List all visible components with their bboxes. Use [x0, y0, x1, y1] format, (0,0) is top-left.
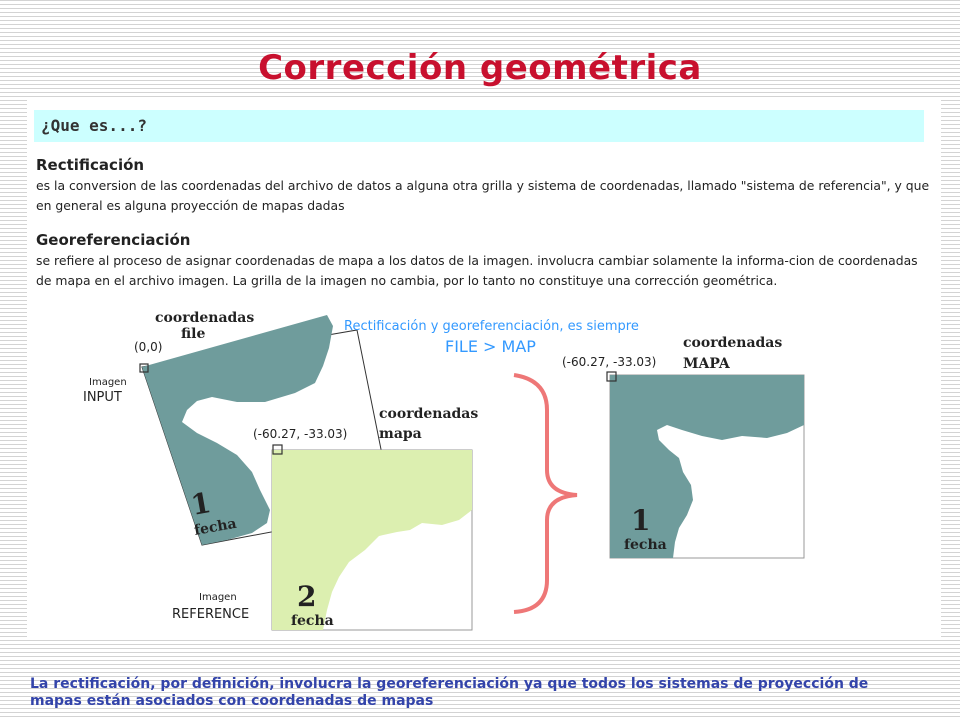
question-text: ¿Que es...? [41, 116, 147, 135]
section-heading-georeferenciacion: Georeferenciación [36, 231, 191, 249]
content-panel [27, 100, 941, 638]
input-image-label-2: INPUT [83, 390, 122, 405]
note-text-2: FILE > MAP [445, 337, 536, 356]
image2-label: fecha [291, 613, 334, 629]
image2-number: 2 [297, 580, 317, 613]
image1-label: fecha [192, 515, 238, 539]
reference-image-label: Imagen [199, 592, 237, 603]
map-coords-label: coordenadas [379, 406, 479, 422]
section-body-rectificacion: es la conversion de las coordenadas del archivo de datos a alguna otra grilla y sistema de coordenadas, llamado "sistema de referencia", y que en general es alguna proyección de mapas dadas [36, 178, 930, 213]
file-coords-label: coordenadas [155, 310, 255, 326]
note-text: Rectificación y georeferenciación, es siempre [344, 319, 639, 334]
curly-brace [514, 375, 577, 612]
output-coords-label-2: MAPA [683, 356, 730, 372]
section-heading-rectificacion: Rectificación [36, 156, 145, 174]
reference-point-label: (-60.27, -33.03) [253, 427, 348, 441]
map-coords-label-2: mapa [379, 426, 422, 442]
file-coords-label-2: file [181, 326, 206, 342]
rectification-diagram [27, 100, 941, 638]
origin-label: (0,0) [134, 340, 163, 354]
output-coords-label: coordenadas [683, 335, 783, 351]
slide-title: Corrección geométrica [258, 48, 702, 88]
image3-label: fecha [624, 537, 667, 553]
input-image-label: Imagen [89, 377, 127, 388]
reference-image-label-2: REFERENCE [172, 607, 250, 622]
image3-number: 1 [631, 504, 651, 537]
image1-number: 1 [188, 486, 214, 522]
footnote: La rectificación, por definición, involucra la georeferenciación ya que todos los sistemas de proyección de mapas están asociados con coordenadas de mapas [30, 676, 869, 709]
section-body-georeferenciacion: se refiere al proceso de asignar coordenadas de mapa a los datos de la imagen. involucra cambiar solamente la informa-cion de coordenadas de mapa en el archivo imagen. La grilla de la imagen no cambia, por lo tanto no constituye una corrección geométrica. [36, 253, 918, 288]
output-point-label: (-60.27, -33.03) [562, 355, 657, 369]
